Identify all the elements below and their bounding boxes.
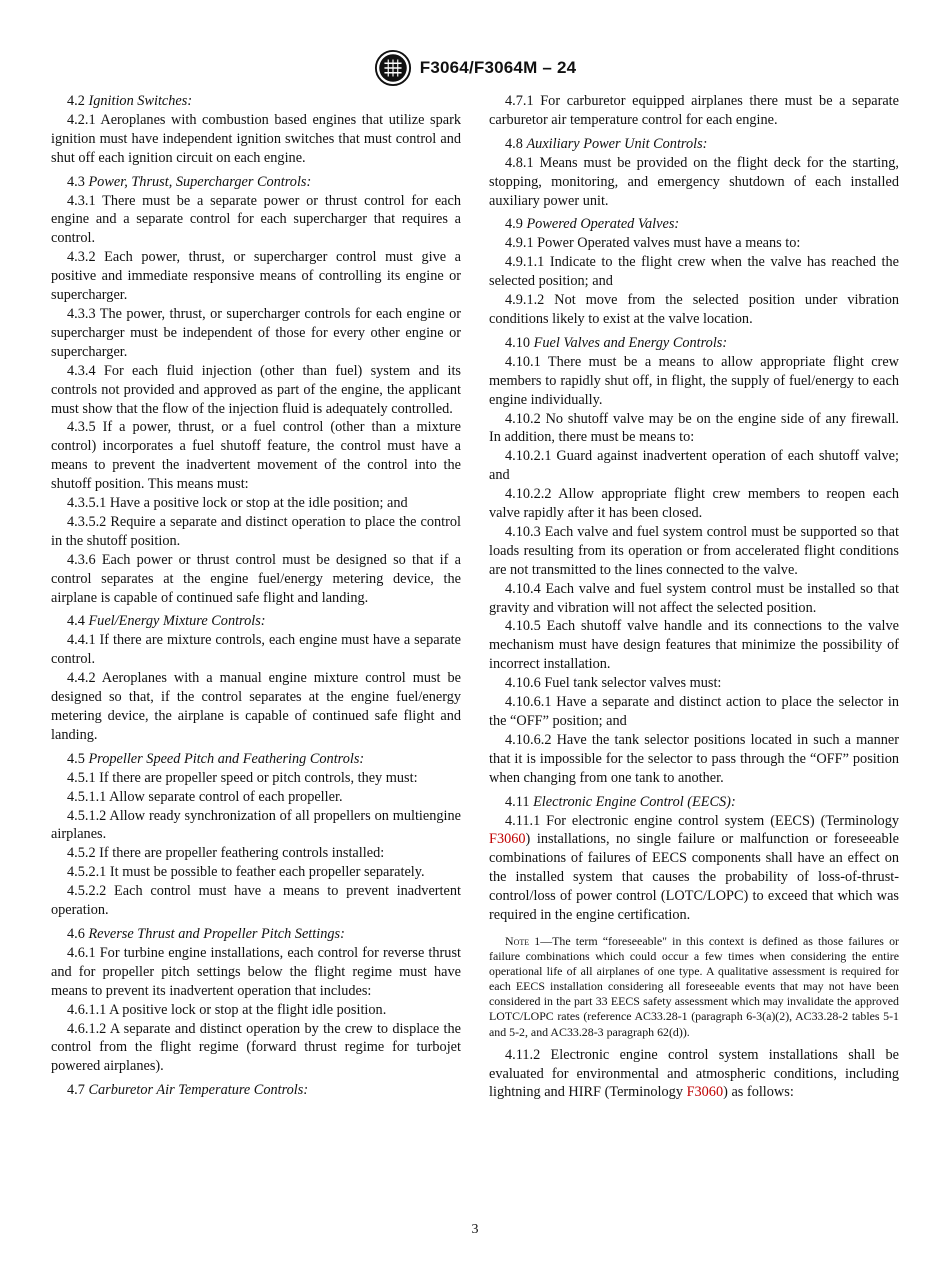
right-column (489, 92, 899, 1102)
note-label: Note 1 (505, 933, 541, 948)
paragraph-4-10-2: 4.10.2 No shutoff valve may be on the engine side of any firewall. In addition, there must be means to: (489, 410, 899, 446)
f3060-link[interactable]: F3060 (489, 831, 526, 848)
paragraph-4-3-6: 4.3.6 Each power or thrust control must be designed so that if a control separates at the engine fuel/energy metering device, the airplane is capable of continued safe flight and landing. (51, 551, 461, 606)
section-4-3-heading: 4.3 Power, Thrust, Supercharger Controls: (67, 173, 312, 190)
paragraph-4-3-4: 4.3.4 For each fluid injection (other than fuel) system and its controls not provided and approved as part of the engine, the applicant must show that the flow of the injection fluid is adequately controlled. (51, 362, 461, 417)
paragraph-4-6-1: 4.6.1 For turbine engine installations, each control for reverse thrust and for propeller pitch settings below the flight regime must have means to prevent its inadvertent operation that includes: (51, 944, 461, 999)
section-4-8-heading: 4.8 Auxiliary Power Unit Controls: (505, 135, 708, 152)
paragraph-4-10-4: 4.10.4 Each valve and fuel system control must be installed so that gravity and vibration will not affect the selected position. (489, 580, 899, 616)
paragraph-4-11-1: 4.11.1 For electronic engine control system (EECS) (Terminology F3060) installations, no single failure or malfunction or foreseeable combinations of failures of EECS components shall have an effect on the installed system that causes the probability of loss-of-thrust-control/loss of power control (LOTC/LOPC) to exceed that which was required in the engine certification. (489, 812, 899, 924)
paragraph-4-7-1: 4.7.1 For carburetor equipped airplanes there must be a separate carburetor air temperature control for each engine. (489, 93, 899, 128)
page-header (0, 50, 950, 86)
paragraph-4-4-2: 4.4.2 Aeroplanes with a manual engine mixture control must be designed so that, if the control separates at the engine fuel/energy metering device, the airplane is capable of continued safe flight and landing. (51, 670, 461, 743)
paragraph-4-5-1-2: 4.5.1.2 Allow ready synchronization of all propellers on multiengine airplanes. (51, 807, 461, 843)
paragraph-4-11-2: 4.11.2 Electronic engine control system installations shall be evaluated for environmental and atmospheric conditions, including lightning and HIRF (Terminology F3060) as follows: (489, 1046, 899, 1101)
note-1: Note 1—The term “foreseeable" in this context is defined as those failures or failure combinations which could occur a few times when considering the entire operational life of all airplanes of one type. A qualitative assessment is required for each EECS installation considering all foreseeable events that may not have been considered in the part 33 EECS safety assessment which may invalidate the approved LOTC/LOPC rates (reference AC33.28-1 (paragraph 6-3(a)(2), AC33.28-2 tables 5-1 and 5-2, and AC33.28-3 paragraph 62(d)). (489, 933, 900, 1039)
f3060-link[interactable]: F3060 (686, 1084, 724, 1101)
paragraph-4-3-5-2: 4.3.5.2 Require a separate and distinct operation to place the control in the shutoff position. (51, 513, 461, 549)
paragraph-4-3-1: 4.3.1 There must be a separate power or thrust control for each engine and a separate control for each supercharger that requires a control. (51, 192, 461, 247)
section-4-11-heading: 4.11 Electronic Engine Control (EECS): (505, 793, 736, 810)
paragraph-4-3-5: 4.3.5 If a power, thrust, or a fuel control (other than a mixture control) incorporates a fuel shutoff feature, the control must have a means to prevent the inadvertent movement of the control into the shutoff position. This means must: (51, 419, 461, 493)
paragraph-4-10-1: 4.10.1 There must be a means to allow appropriate flight crew members to rapidly shut off, in flight, the supply of fuel/energy to each engine individually. (489, 353, 899, 408)
paragraph-4-10-6-2: 4.10.6.2 Have the tank selector positions located in such a manner that it is impossible for the selector to pass through the “OFF” position when changing from one tank to another. (489, 731, 899, 786)
section-4-4-heading: 4.4 Fuel/Energy Mixture Controls: (67, 613, 266, 630)
section-4-9-heading: 4.9 Powered Operated Valves: (505, 216, 680, 233)
paragraph-4-10-6: 4.10.6 Fuel tank selector valves must: (505, 675, 722, 692)
paragraph-4-6-1-1: 4.6.1.1 A positive lock or stop at the flight idle position. (67, 1001, 387, 1018)
paragraph-4-10-2-1: 4.10.2.1 Guard against inadvertent operation of each shutoff valve; and (489, 448, 899, 484)
left-column (51, 92, 461, 1100)
section-4-10-heading: 4.10 Fuel Valves and Energy Controls: (505, 334, 728, 351)
paragraph-4-10-6-1: 4.10.6.1 Have a separate and distinct action to place the selector in the “OFF” position; and (489, 694, 899, 729)
paragraph-4-6-1-2: 4.6.1.2 A separate and distinct operation by the crew to displace the control from the flight regime (forward thrust regime for turbojet powered airplanes). (51, 1020, 461, 1075)
paragraph-4-10-2-2: 4.10.2.2 Allow appropriate flight crew members to reopen each valve rapidly after it has been closed. (489, 486, 899, 522)
paragraph-4-5-2-1: 4.5.2.1 It must be possible to feather each propeller separately. (67, 864, 425, 881)
section-4-5-heading: 4.5 Propeller Speed Pitch and Feathering Controls: (67, 750, 365, 767)
paragraph-4-4-1: 4.4.1 If there are mixture controls, each engine must have a separate control. (51, 632, 461, 668)
document-id: F3064/F3064M – 24 (419, 58, 577, 77)
paragraph-4-10-5: 4.10.5 Each shutoff valve handle and its connections to the valve mechanism must have design features that minimize the possibility of incorrect installation. (489, 618, 899, 673)
paragraph-4-5-2-2: 4.5.2.2 Each control must have a means to prevent inadvertent operation. (51, 883, 461, 919)
paragraph-4-2-1: 4.2.1 Aeroplanes with combustion based engines that utilize spark ignition must have independent ignition switches that must control and shut off each ignition circuit on each engine. (51, 111, 461, 166)
astm-logo-icon (374, 49, 412, 87)
section-4-7-heading: 4.7 Carburetor Air Temperature Controls: (67, 1082, 309, 1099)
paragraph-4-5-1: 4.5.1 If there are propeller speed or pitch controls, they must: (67, 769, 418, 786)
paragraph-4-10-3: 4.10.3 Each valve and fuel system control must be supported so that loads resulting from its operation or from accelerated flight conditions are not transmitted to the lines connected to the valve. (489, 523, 899, 578)
paragraph-4-3-3: 4.3.3 The power, thrust, or supercharger controls for each engine or supercharger must be independent of those for every other engine or supercharger. (51, 305, 461, 360)
paragraph-4-3-2: 4.3.2 Each power, thrust, or supercharger control must give a positive and immediate responsive means of controlling its engine or supercharger. (51, 249, 461, 304)
section-4-2-heading: 4.2 Ignition Switches: (67, 93, 193, 109)
page-number: 3 (471, 1222, 479, 1237)
paragraph-4-5-2: 4.5.2 If there are propeller feathering controls installed: (67, 845, 385, 862)
paragraph-4-8-1: 4.8.1 Means must be provided on the flight deck for the starting, stopping, monitoring, and emergency shutdown of each installed auxiliary power unit. (489, 154, 899, 209)
paragraph-4-9-1-2: 4.9.1.2 Not move from the selected position under vibration conditions likely to exist at the valve location. (489, 292, 899, 327)
paragraph-4-3-5-1: 4.3.5.1 Have a positive lock or stop at the idle position; and (67, 495, 408, 512)
paragraph-4-9-1-1: 4.9.1.1 Indicate to the flight crew when the valve has reached the selected position; and (489, 254, 899, 290)
paragraph-4-5-1-1: 4.5.1.1 Allow separate control of each propeller. (67, 788, 343, 805)
paragraph-4-9-1: 4.9.1 Power Operated valves must have a means to: (505, 235, 801, 252)
section-4-6-heading: 4.6 Reverse Thrust and Propeller Pitch Settings: (67, 925, 345, 942)
